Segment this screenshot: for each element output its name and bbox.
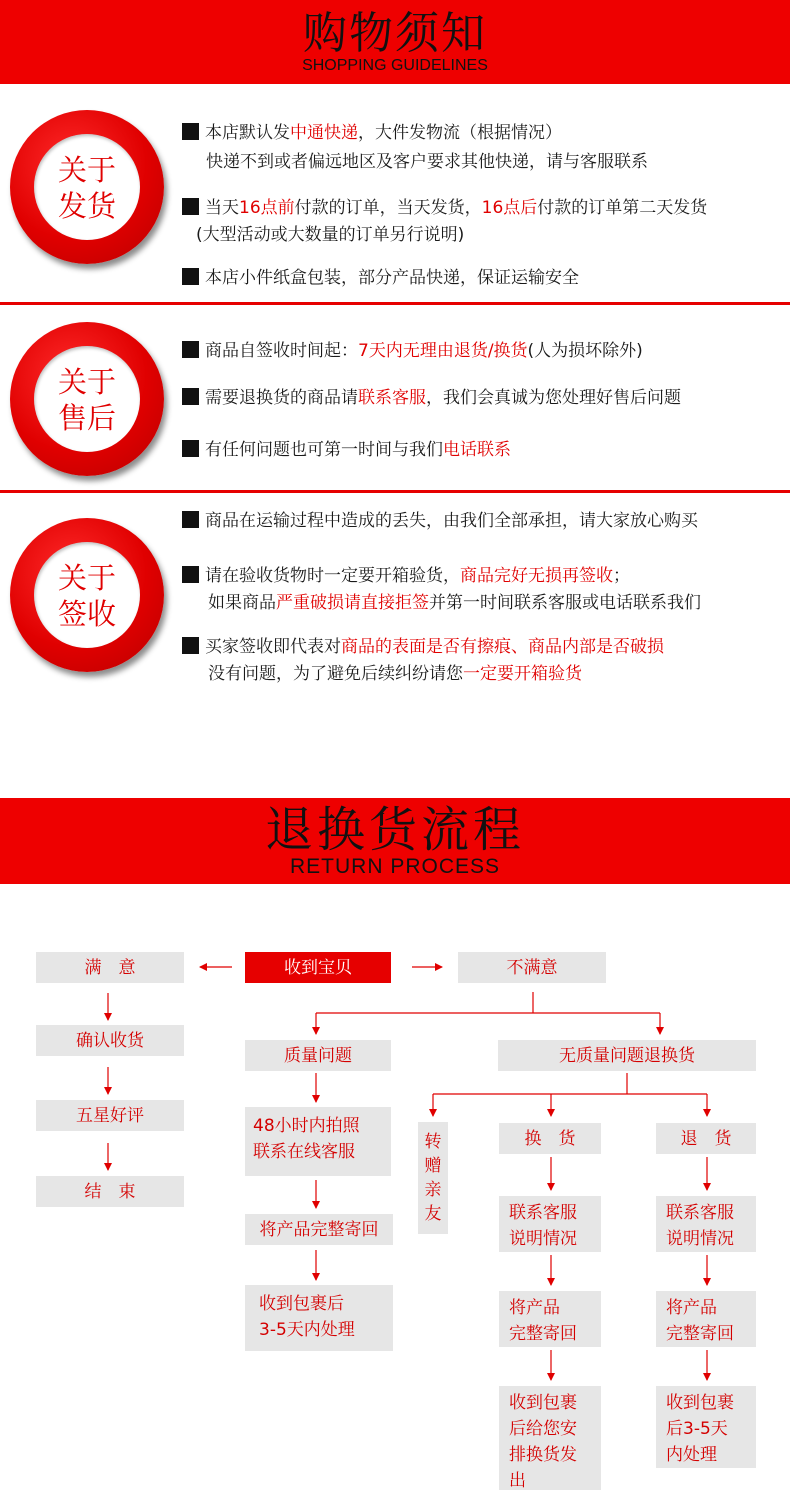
- text-segment: 如果商品: [208, 593, 276, 613]
- banner-title: 购物须知: [303, 8, 487, 59]
- text-segment: ，大件发物流（根据情况）: [358, 123, 562, 143]
- exchange-ship-box: [499, 1386, 601, 1490]
- box-line: 内处理: [666, 1445, 717, 1465]
- highlight-text: 一定要开箱验货: [463, 664, 582, 684]
- process-box: [245, 1285, 393, 1351]
- quality-issue-box: 质量问题: [245, 1040, 391, 1071]
- exchange-box: 换 货: [499, 1123, 601, 1154]
- received-goods-box: 收到宝贝: [245, 952, 391, 983]
- highlight-text: 16点前: [239, 198, 295, 218]
- box-line: 后3-5天: [666, 1419, 728, 1439]
- text-segment: 付款的订单第二天发货: [537, 198, 708, 218]
- text-segment: 商品在运输过程中造成的丢失，由我们全部承担，请大家放心购买: [205, 511, 698, 531]
- box-line: 联系客服: [666, 1203, 734, 1223]
- highlight-text: 16点后: [481, 198, 538, 218]
- badge-text: 签收: [57, 597, 116, 631]
- end-box: 结 束: [36, 1176, 184, 1207]
- refund-box: 退 货: [656, 1123, 756, 1154]
- satisfied-box: 满 意: [36, 952, 184, 983]
- text-segment: ，我们会真诚为您处理好售后问题: [426, 388, 681, 408]
- box-line: 联系在线客服: [253, 1142, 355, 1162]
- highlight-text: 商品完好无损再签收: [460, 566, 613, 586]
- banner-subtitle: SHOPPING GUIDELINES: [302, 57, 488, 74]
- refund-send-back-box: [656, 1291, 756, 1347]
- box-line: 将产品: [509, 1298, 560, 1318]
- highlight-text: 中通快递: [290, 123, 358, 143]
- refund-process-box: [656, 1386, 756, 1468]
- highlight-text: 商品的表面是否有擦痕、商品内部是否破损: [341, 637, 664, 657]
- banner-title: 退换货流程: [264, 802, 525, 858]
- text-segment: 本店默认发: [205, 123, 290, 143]
- box-line: 收到包裹: [509, 1393, 577, 1413]
- badge-text: 售后: [57, 401, 116, 435]
- box-line: 出: [509, 1471, 526, 1491]
- box-line: 完整寄回: [666, 1324, 734, 1344]
- box-line: 说明情况: [666, 1229, 734, 1249]
- box-line: 后给您安: [509, 1419, 577, 1439]
- highlight-text: 联系客服: [358, 388, 426, 408]
- confirm-receipt-box: 确认收货: [36, 1025, 184, 1056]
- text-segment: 没有问题，为了避免后续纠纷请您: [208, 664, 463, 684]
- highlight-text: 电话联系: [443, 440, 511, 460]
- badge-text: 关于: [57, 153, 116, 187]
- badge-text: 关于: [57, 561, 116, 595]
- box-line: 3-5天内处理: [259, 1320, 355, 1340]
- box-line: 收到包裹后: [259, 1294, 344, 1314]
- gift-to-friends-box: [418, 1122, 448, 1234]
- banner-subtitle: RETURN PROCESS: [289, 855, 501, 878]
- box-line: 说明情况: [509, 1229, 577, 1249]
- text-segment: 商品自签收时间起：: [205, 341, 358, 361]
- box-line: 排换货发: [509, 1445, 577, 1465]
- box-line: 完整寄回: [509, 1324, 577, 1344]
- exchange-contact-box: [499, 1196, 601, 1252]
- box-line: 将产品: [666, 1298, 717, 1318]
- text-segment: 请在验收货物时一定要开箱验货，: [205, 566, 460, 586]
- no-quality-issue-box: 无质量问题退换货: [498, 1040, 756, 1071]
- box-line: 联系客服: [509, 1203, 577, 1223]
- text-segment: 本店小件纸盒包装，部分产品快递，保证运输安全: [205, 268, 579, 288]
- text-segment: 付款的订单，当天发货，: [294, 198, 482, 218]
- text-segment: 当天: [205, 198, 239, 218]
- text-segment: 有任何问题也可第一时间与我们: [205, 440, 443, 460]
- shipping-rule-2-cont: (大型活动或大数量的订单另行说明): [196, 225, 465, 245]
- gift-text: 转赠亲友: [424, 1132, 442, 1224]
- text-segment: ；: [613, 566, 630, 586]
- text-segment: 并第一时间联系客服或电话联系我们: [429, 593, 701, 613]
- text-segment: 买家签收即代表对: [205, 637, 341, 657]
- photo-contact-box: [245, 1107, 391, 1176]
- shipping-rule-1-cont: 快递不到或者偏远地区及客户要求其他快递，请与客服联系: [206, 152, 648, 172]
- highlight-text: 严重破损请直接拒签: [276, 593, 429, 613]
- badge-text: 关于: [57, 365, 116, 399]
- box-line: 48小时内拍照: [253, 1116, 360, 1136]
- badge-text: 发货: [57, 189, 116, 223]
- highlight-text: 7天内无理由退货/换货: [358, 341, 528, 361]
- refund-contact-box: [656, 1196, 756, 1252]
- unsatisfied-box: 不满意: [458, 952, 606, 983]
- exchange-send-back-box: [499, 1291, 601, 1347]
- text-segment: 需要退换货的商品请: [205, 388, 358, 408]
- send-back-box: 将产品完整寄回: [245, 1214, 393, 1245]
- five-star-review-box: 五星好评: [36, 1100, 184, 1131]
- text-segment: (人为损坏除外): [527, 341, 643, 361]
- box-line: 收到包裹: [666, 1393, 734, 1413]
